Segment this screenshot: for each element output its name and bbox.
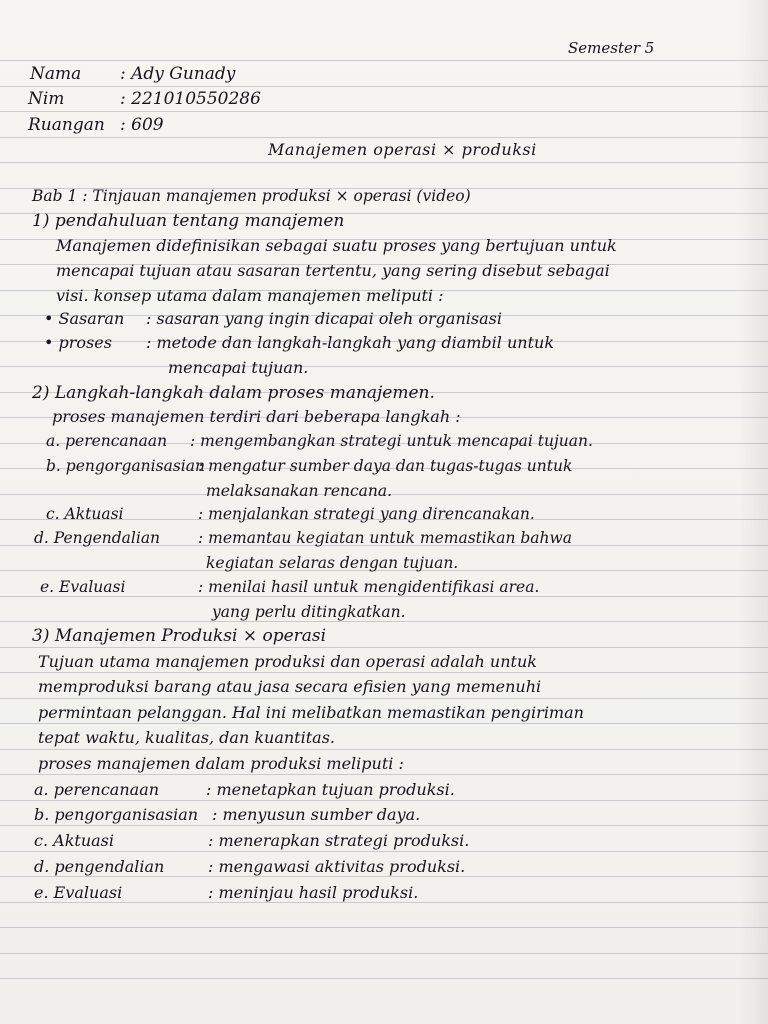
ruled-line — [0, 137, 768, 138]
ruled-line — [0, 825, 768, 826]
ruled-line — [0, 698, 768, 699]
section1-line: Manajemen didefinisikan sebagai suatu proses yang bertujuan untuk — [56, 236, 617, 255]
section2-item-label: a. perencanaan — [46, 432, 168, 450]
ruled-line — [0, 647, 768, 648]
section3-item-label: e. Evaluasi — [34, 883, 123, 902]
section3-item-text: : menetapkan tujuan produksi. — [206, 780, 455, 799]
section2-item-text: : mengembangkan strategi untuk mencapai tujuan. — [190, 432, 593, 450]
section2-item-label: e. Evaluasi — [40, 578, 126, 596]
ruangan-value: : 609 — [120, 115, 164, 135]
nim-label: Nim — [28, 89, 65, 109]
section1-line: visi. konsep utama dalam manajemen meliputi : — [56, 286, 444, 305]
page-title: Manajemen operasi × produksi — [268, 140, 537, 159]
ruled-line — [0, 162, 768, 163]
section3-item-text: : menyusun sumber daya. — [212, 805, 421, 824]
section3-item-label: a. perencanaan — [34, 780, 160, 799]
section2-item-text: kegiatan selaras dengan tujuan. — [206, 554, 459, 572]
section2-item-text: yang perlu ditingkatkan. — [212, 603, 406, 621]
ruled-line — [0, 927, 768, 928]
section2-intro: proses manajemen terdiri dari beberapa langkah : — [52, 407, 461, 426]
section3-item-text: : mengawasi aktivitas produksi. — [208, 857, 466, 876]
section1-item-label: • Sasaran — [44, 309, 125, 328]
section1-item-text: : metode dan langkah-langkah yang diambil untuk — [146, 333, 555, 352]
section2-item-text: : mengatur sumber daya dan tugas-tugas untuk — [198, 457, 573, 475]
ruled-line — [0, 723, 768, 724]
section3-item-text: : meninjau hasil produksi. — [208, 883, 419, 902]
semester-label: Semester 5 — [568, 39, 655, 57]
section1-item-text: : sasaran yang ingin dicapai oleh organisasi — [146, 309, 502, 328]
ruled-line — [0, 749, 768, 750]
ruled-line — [0, 60, 768, 61]
section2-item-text: : menjalankan strategi yang direncanakan. — [198, 505, 535, 523]
section3-line: memproduksi barang atau jasa secara efisien yang memenuhi — [38, 677, 542, 696]
page-edge-shadow — [738, 0, 768, 1024]
nama-value: : Ady Gunady — [120, 64, 236, 84]
section2-item-text: : memantau kegiatan untuk memastikan bahwa — [198, 529, 573, 547]
section2-item-text: : menilai hasil untuk mengidentifikasi area. — [198, 578, 540, 596]
section3-item-label: d. pengendalian — [34, 857, 165, 876]
ruled-line — [0, 111, 768, 112]
section2-item-label: d. Pengendalian — [34, 529, 161, 547]
section1-continuation: mencapai tujuan. — [168, 358, 309, 377]
section3-line: permintaan pelanggan. Hal ini melibatkan memastikan pengiriman — [38, 703, 584, 722]
ruled-line — [0, 978, 768, 979]
section1-item-label: • proses — [44, 333, 112, 352]
chapter-heading: Bab 1 : Tinjauan manajemen produksi × operasi (video) — [32, 187, 471, 205]
section2-heading: 2) Langkah-langkah dalam proses manajemen. — [32, 383, 435, 403]
section2-item-label: c. Aktuasi — [46, 505, 124, 523]
nim-value: : 221010550286 — [120, 89, 261, 109]
section2-item-label: b. pengorganisasian — [46, 457, 205, 475]
ruled-line — [0, 366, 768, 367]
section3-line: Tujuan utama manajemen produksi dan operasi adalah untuk — [38, 652, 537, 671]
section3-line: tepat waktu, kualitas, dan kuantitas. — [38, 728, 335, 747]
ruled-line — [0, 774, 768, 775]
section3-item-label: b. pengorganisasian — [34, 805, 199, 824]
ruled-line — [0, 672, 768, 673]
ruled-line — [0, 953, 768, 954]
ruangan-label: Ruangan — [28, 115, 105, 135]
nama-label: Nama — [30, 64, 82, 84]
section3-item-label: c. Aktuasi — [34, 831, 114, 850]
section3-item-text: : menerapkan strategi produksi. — [208, 831, 470, 850]
ruled-line — [0, 86, 768, 87]
section1-heading: 1) pendahuluan tentang manajemen — [32, 211, 345, 231]
section2-item-text: melaksanakan rencana. — [206, 482, 393, 500]
section3-intro: proses manajemen dalam produksi meliputi : — [38, 754, 404, 773]
section3-heading: 3) Manajemen Produksi × operasi — [32, 626, 327, 646]
section1-line: mencapai tujuan atau sasaran tertentu, yang sering disebut sebagai — [56, 261, 610, 280]
